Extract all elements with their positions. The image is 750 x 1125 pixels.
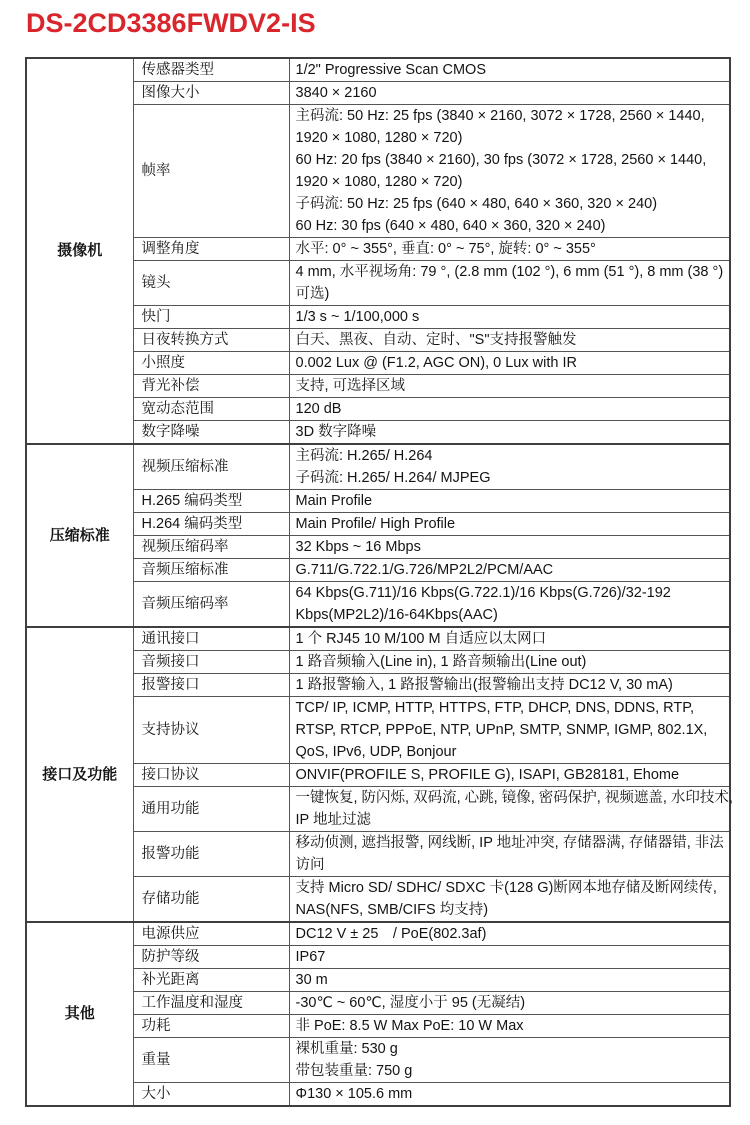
spec-value-line: 1920 × 1080, 1280 × 720) [295, 174, 463, 190]
spec-value-line: 1920 × 1080, 1280 × 720) [295, 130, 463, 146]
spec-row [26, 627, 730, 651]
spec-name-cell: 镜头 [133, 261, 289, 306]
spec-value-cell [289, 536, 730, 559]
spec-value-line: 3D 数字降噪 [295, 424, 377, 440]
spec-value-line: 1 个 RJ45 10 M/100 M 自适应以太网口 [295, 631, 547, 647]
spec-table-body [26, 58, 733, 1106]
spec-value-line: Kbps(MP2L2)/16-64Kbps(AAC) [295, 607, 498, 623]
spec-value-line: NAS(NFS, SMB/CIFS 均支持) [295, 902, 489, 918]
spec-name-cell: 补光距离 [133, 969, 289, 992]
spec-value-cell [289, 490, 730, 513]
spec-name-cell: 电源供应 [133, 922, 289, 946]
spec-value-line: ONVIF(PROFILE S, PROFILE G), ISAPI, GB28181, Ehome [295, 767, 680, 783]
spec-value-line: 白天、黑夜、自动、定时、"S"支持报警触发 [295, 332, 577, 348]
spec-value-line: 4 mm, 水平视场角: 79 °, (2.8 mm (102 °), 6 mm (51 °), 8 mm (38 °) [295, 264, 724, 280]
spec-value-cell [289, 627, 730, 651]
spec-value-line: 支持, 可选择区域 [295, 378, 406, 394]
spec-value-line: 访问 [295, 857, 325, 873]
spec-value-line: Main Profile [295, 493, 373, 509]
spec-value-line: Main Profile/ High Profile [295, 516, 456, 532]
spec-name-cell: 报警功能 [133, 832, 289, 877]
spec-value-line: 支持 Micro SD/ SDHC/ SDXC 卡(128 G)断网本地存储及断网续传, [295, 880, 717, 896]
spec-value-line: DC12 V ± 25 / PoE(802.3af) [295, 926, 487, 942]
spec-value-line: 带包装重量: 750 g [295, 1063, 413, 1079]
spec-value-line: 子码流: H.265/ H.264/ MJPEG [295, 470, 491, 486]
spec-value-line: TCP/ IP, ICMP, HTTP, HTTPS, FTP, DHCP, DNS, DDNS, RTP, [295, 700, 695, 716]
spec-value-cell [289, 946, 730, 969]
spec-value-cell [289, 1038, 730, 1083]
spec-row [26, 922, 730, 946]
spec-value-cell [289, 238, 730, 261]
spec-name-cell: 重量 [133, 1038, 289, 1083]
spec-value-line: 0.002 Lux @ (F1.2, AGC ON), 0 Lux with IR [295, 355, 577, 371]
spec-name-cell: 通用功能 [133, 787, 289, 832]
spec-name-cell: 报警接口 [133, 674, 289, 697]
spec-name-cell: 视频压缩码率 [133, 536, 289, 559]
spec-name-cell: 日夜转换方式 [133, 329, 289, 352]
spec-value-line: 主码流: 50 Hz: 25 fps (3840 × 2160, 3072 × 1728, 2560 × 1440, [295, 108, 705, 124]
category-cell: 摄像机 [26, 58, 133, 444]
spec-value-line: IP 地址过滤 [295, 812, 371, 828]
spec-value-line: 移动侦测, 遮挡报警, 网线断, IP 地址冲突, 存储器满, 存储器错, 非法 [295, 835, 724, 851]
spec-value-cell [289, 697, 730, 764]
spec-value-cell [289, 969, 730, 992]
spec-name-cell: 背光补偿 [133, 375, 289, 398]
spec-value-cell [289, 329, 730, 352]
spec-value-cell [289, 421, 730, 445]
spec-value-line: 子码流: 50 Hz: 25 fps (640 × 480, 640 × 360, 320 × 240) [295, 196, 658, 212]
spec-value-cell [289, 1015, 730, 1038]
spec-table [25, 57, 731, 1107]
spec-name-cell: 图像大小 [133, 82, 289, 105]
spec-name-cell: 宽动态范围 [133, 398, 289, 421]
spec-value-cell [289, 306, 730, 329]
spec-name-cell: 音频接口 [133, 651, 289, 674]
spec-value-line: 可选) [295, 286, 330, 302]
spec-name-cell: H.264 编码类型 [133, 513, 289, 536]
spec-value-line: 一键恢复, 防闪烁, 双码流, 心跳, 镜像, 密码保护, 视频遮盖, 水印技术, [295, 790, 733, 806]
spec-name-cell: 大小 [133, 1083, 289, 1107]
spec-value-cell [289, 582, 730, 628]
spec-value-cell [289, 1083, 730, 1107]
spec-value-cell [289, 832, 730, 877]
spec-name-cell: 接口协议 [133, 764, 289, 787]
spec-value-line: 水平: 0° ~ 355°, 垂直: 0° ~ 75°, 旋转: 0° ~ 355° [295, 241, 596, 257]
spec-name-cell: H.265 编码类型 [133, 490, 289, 513]
spec-value-line: 32 Kbps ~ 16 Mbps [295, 539, 421, 555]
spec-value-cell [289, 674, 730, 697]
spec-value-line: 1/3 s ~ 1/100,000 s [295, 309, 420, 325]
spec-value-cell [289, 513, 730, 536]
spec-value-cell [289, 787, 733, 832]
spec-value-cell [289, 398, 730, 421]
category-cell: 接口及功能 [26, 627, 133, 922]
spec-name-cell: 通讯接口 [133, 627, 289, 651]
spec-value-cell [289, 877, 730, 923]
spec-value-line: 120 dB [295, 401, 342, 417]
spec-value-line: 64 Kbps(G.711)/16 Kbps(G.722.1)/16 Kbps(G.726)/32-192 [295, 585, 671, 601]
spec-value-cell [289, 375, 730, 398]
spec-value-cell [289, 559, 730, 582]
spec-name-cell: 音频压缩标准 [133, 559, 289, 582]
spec-value-line: 1/2" Progressive Scan CMOS [295, 62, 486, 78]
spec-value-cell [289, 651, 730, 674]
spec-value-cell [289, 261, 730, 306]
page-title: DS-2CD3386FWDV2-IS [26, 8, 316, 38]
spec-name-cell: 小照度 [133, 352, 289, 375]
spec-name-cell: 功耗 [133, 1015, 289, 1038]
spec-value-cell [289, 992, 730, 1015]
category-cell: 压缩标准 [26, 444, 133, 627]
spec-value-line: 主码流: H.265/ H.264 [295, 448, 433, 464]
spec-value-line: IP67 [295, 949, 326, 965]
spec-value-line: 裸机重量: 530 g [295, 1041, 398, 1057]
spec-name-cell: 传感器类型 [133, 58, 289, 82]
spec-name-cell: 调整角度 [133, 238, 289, 261]
spec-value-cell [289, 922, 730, 946]
spec-row [26, 444, 730, 490]
spec-value-line: 非 PoE: 8.5 W Max PoE: 10 W Max [295, 1018, 524, 1034]
spec-value-line: 30 m [295, 972, 328, 988]
spec-name-cell: 工作温度和湿度 [133, 992, 289, 1015]
spec-value-cell [289, 58, 730, 82]
spec-value-line: 3840 × 2160 [295, 85, 377, 101]
spec-value-line: -30℃ ~ 60℃, 湿度小于 95 (无凝结) [295, 995, 526, 1011]
spec-name-cell: 快门 [133, 306, 289, 329]
spec-value-line: Φ130 × 105.6 mm [295, 1086, 413, 1102]
spec-row [26, 58, 730, 82]
spec-value-cell [289, 82, 730, 105]
spec-name-cell: 防护等级 [133, 946, 289, 969]
spec-value-line: 60 Hz: 20 fps (3840 × 2160), 30 fps (3072 × 1728, 2560 × 1440, [295, 152, 707, 168]
spec-value-cell [289, 105, 730, 238]
spec-name-cell: 帧率 [133, 105, 289, 238]
spec-name-cell: 存储功能 [133, 877, 289, 923]
spec-value-cell [289, 352, 730, 375]
spec-value-cell [289, 444, 730, 490]
spec-name-cell: 音频压缩码率 [133, 582, 289, 628]
spec-value-line: G.711/G.722.1/G.726/MP2L2/PCM/AAC [295, 562, 554, 578]
spec-value-cell [289, 764, 730, 787]
spec-value-line: 1 路音频输入(Line in), 1 路音频输出(Line out) [295, 654, 587, 670]
spec-value-line: 60 Hz: 30 fps (640 × 480, 640 × 360, 320 × 240) [295, 218, 606, 234]
spec-name-cell: 数字降噪 [133, 421, 289, 445]
spec-name-cell: 视频压缩标准 [133, 444, 289, 490]
spec-value-line: RTSP, RTCP, PPPoE, NTP, UPnP, SMTP, SNMP, IGMP, 802.1X, [295, 722, 708, 738]
spec-value-line: 1 路报警输入, 1 路报警输出(报警输出支持 DC12 V, 30 mA) [295, 677, 673, 693]
spec-value-line: QoS, IPv6, UDP, Bonjour [295, 744, 457, 760]
spec-name-cell: 支持协议 [133, 697, 289, 764]
category-cell: 其他 [26, 922, 133, 1106]
